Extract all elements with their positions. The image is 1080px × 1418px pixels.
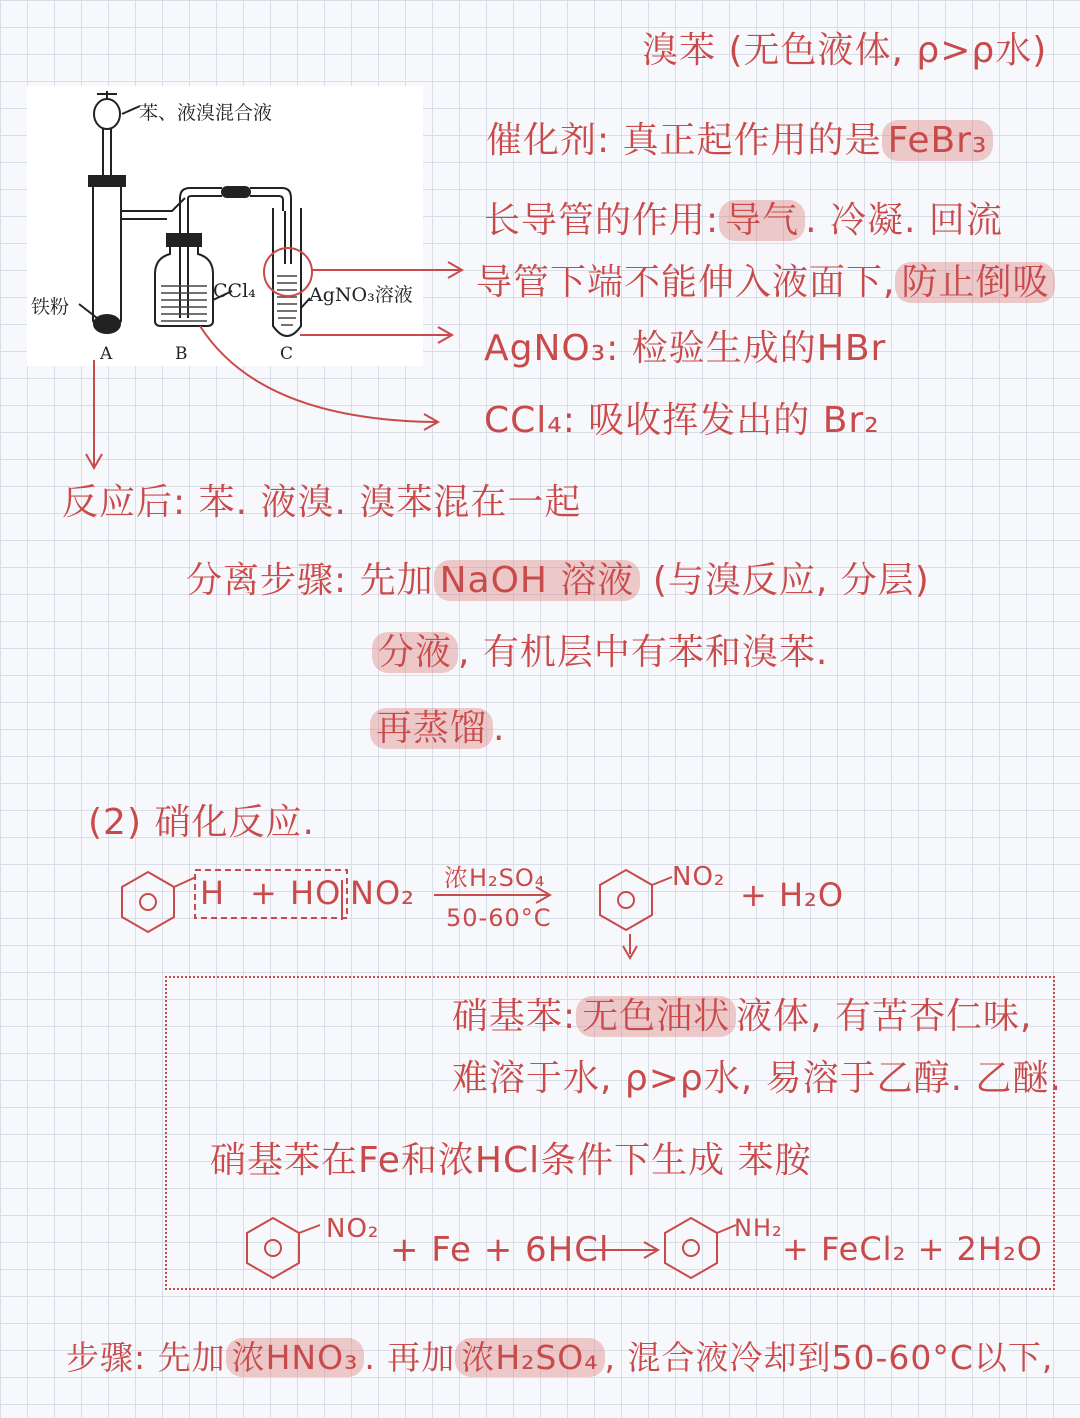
label-b: B [175, 344, 188, 364]
funnel-label: 苯、液溴混合液 [139, 102, 273, 124]
eq2-nh2: NH₂ [734, 1214, 783, 1242]
sep-rest: (与溴反应, 分层) [652, 560, 930, 601]
eq1-plus: + [250, 874, 278, 912]
catalyst-highlight: FeBr₃ [882, 120, 994, 161]
separation-line [186, 552, 930, 603]
nb-rest: 液体, 有苦杏仁味, [736, 996, 1033, 1037]
tube-highlight: 导气 [719, 200, 805, 241]
eq1-product-no2: NO₂ [672, 862, 726, 892]
nitration-title: (2) 硝化反应. [88, 802, 315, 843]
catalyst-prefix: 催化剂: 真正起作用的是 [486, 120, 882, 161]
label-a: A [100, 344, 113, 364]
fenye-highlight: 分液 [372, 632, 458, 673]
catalyst-line [486, 112, 993, 163]
eq1-h: H [200, 874, 226, 912]
steps-prefix: 步骤: 先加 [66, 1338, 226, 1377]
distill-highlight: 再蒸馏 [370, 708, 493, 749]
agno3-label: AgNO₃溶液 [309, 284, 413, 306]
pipe-line [476, 254, 1055, 305]
steps-line [66, 1332, 1053, 1379]
tube-rest: . 冷凝. 回流 [805, 200, 1003, 241]
eq1-water: + H₂O [740, 876, 845, 914]
eq1-condition-bottom: 50-60°C [446, 904, 552, 932]
nitrobenzene-line2: 难溶于水, ρ>ρ水, 易溶于乙醇. 乙醚. [452, 1058, 1062, 1099]
fenye-rest: , 有机层中有苯和溴苯. [458, 632, 829, 673]
nb-prefix: 硝基苯: [452, 996, 577, 1037]
ccl4-label: CCl₄ [213, 280, 256, 302]
nitrobenzene-line [452, 988, 1033, 1039]
after-reaction-line: 反应后: 苯. 液溴. 溴苯混在一起 [62, 482, 582, 523]
sep-prefix: 分离步骤: 先加 [186, 560, 434, 601]
pipe-highlight: 防止倒吸 [895, 262, 1055, 303]
eq2-products: + FeCl₂ + 2H₂O [782, 1230, 1043, 1268]
nb-highlight: 无色油状 [576, 996, 736, 1037]
steps-rest: , 混合液冷却到50-60°C以下, [604, 1338, 1054, 1377]
aniline-line: 硝基苯在Fe和浓HCl条件下生成 苯胺 [210, 1140, 812, 1181]
tube-prefix: 长导管的作用: [484, 200, 720, 241]
sep-highlight: NaOH 溶液 [434, 560, 641, 601]
ccl4-note: CCl₄: 吸收挥发出的 Br₂ [484, 400, 880, 441]
eq2-no2: NO₂ [326, 1214, 380, 1244]
agno3-note: AgNO₃: 检验生成的HBr [484, 328, 887, 369]
eq1-ho: HO [290, 874, 342, 912]
label-c: C [280, 344, 294, 364]
eq1-no2: NO₂ [350, 874, 415, 912]
steps-highlight-2: 浓H₂SO₄ [455, 1338, 604, 1377]
long-tube-line [484, 192, 1003, 243]
pipe-prefix: 导管下端不能伸入液面下, [476, 262, 896, 303]
fenye-line [372, 624, 828, 675]
bromobenzene-title: 溴苯 (无色液体, ρ>ρ水) [642, 30, 1048, 71]
steps-highlight-1: 浓HNO₃ [226, 1338, 365, 1377]
iron-powder-label: 铁粉 [31, 296, 70, 318]
distill-rest: . [493, 708, 506, 749]
distill-line [370, 700, 505, 751]
eq2-reagents: + Fe + 6HCl [390, 1230, 610, 1270]
eq1-condition-top: 浓H₂SO₄ [444, 864, 546, 892]
steps-mid: . 再加 [364, 1338, 456, 1377]
